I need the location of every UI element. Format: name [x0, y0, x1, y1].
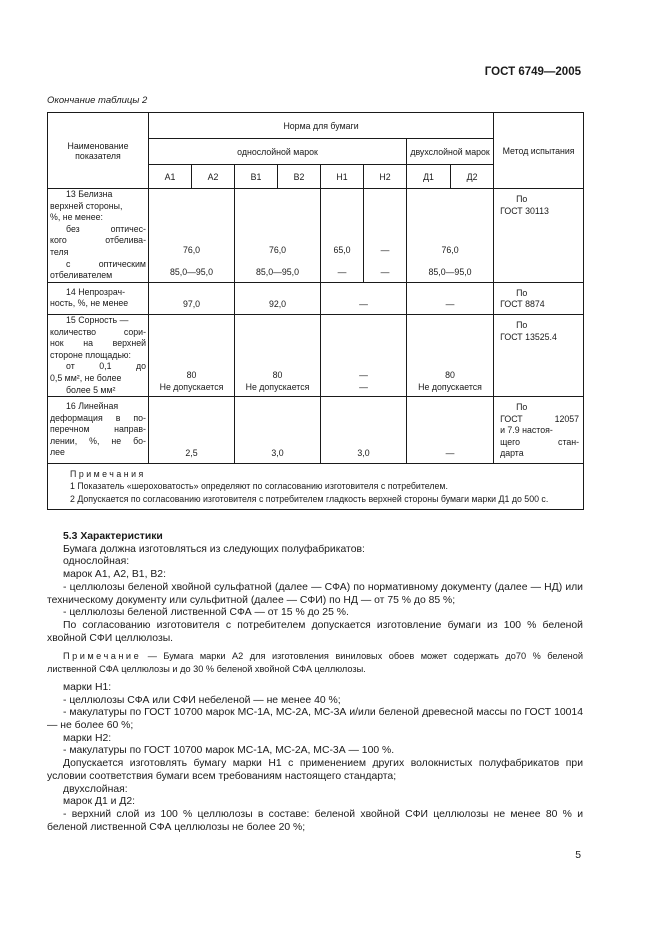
row-15-b: 80 Не допускается: [235, 314, 321, 396]
row-14-d: —: [407, 282, 494, 314]
row-15-d: 80 Не допускается: [407, 314, 494, 396]
paragraph: - целлюлозы СФА или СФИ небеленой — не менее 40 %;: [63, 694, 341, 706]
paragraph: двухслойная:: [63, 783, 128, 795]
table-row: [48, 314, 584, 396]
note-text: — Бумага марки А2 для изготовления виниловых обоев может содержать до70 % беленой лиственной СФА целлюлозы и до 30 % беленой хвойной СФА целлюлозы.: [47, 651, 583, 674]
section-body: [47, 531, 583, 834]
row-15-a: 80 Не допускается: [149, 314, 235, 396]
paragraph: По согласованию изготовителя с потребителем допускается изготовление бумаги из 100 % беленой хвойной СФИ целлюлозы.: [47, 619, 583, 644]
row-14-b: 92,0: [235, 282, 321, 314]
grade-b1: В1: [235, 165, 278, 189]
header-norm: Норма для бумаги: [149, 113, 494, 139]
paragraph: - макулатуры по ГОСТ 10700 марок МС-1А, МС-2А, МС-3А и/или беленой древесной массы по ГОСТ 10014 — не более 60 %;: [47, 707, 583, 732]
row-15-h: — —: [321, 314, 407, 396]
header-method: Метод испытания: [494, 113, 584, 189]
standard-number: ГОСТ 6749—2005: [484, 66, 581, 78]
paragraph: - целлюлозы беленой лиственной СФА — от 15 % до 25 %.: [63, 607, 349, 619]
row-16-d: —: [407, 397, 494, 464]
paragraph: марки Н1:: [63, 681, 112, 693]
paragraph: однослойная:: [63, 556, 130, 568]
row-14-name: 14 Непрозрач- ность, %, не менее: [48, 282, 149, 314]
paragraph: Бумага должна изготовляться из следующих полуфабрикатов:: [63, 543, 365, 555]
row-16-h: 3,0: [321, 397, 407, 464]
note-item: 2 Допускается по согласованию изготовителя с потребителем гладкость верхней стороны бумаги марки Д1 до 500 с.: [70, 493, 549, 504]
grade-b2: В2: [278, 165, 321, 189]
grade-h1: Н1: [321, 165, 364, 189]
row-13-name: 13 Белизна верхней стороны, %, не менее: без оптичес- кого отбелива- теля с оптическим отбеливателем: [48, 189, 149, 283]
paragraph: - целлюлозы беленой хвойной сульфатной (далее — СФА) по нормативному документу (далее — НД) или техническому документу или сульфитной (далее — СФИ) по НД — от 75 % до 85 %;: [47, 581, 583, 606]
row-15-name: 15 Сорность — количество сори- нок на верхней стороне площадью: от 0,1 до 0,5 мм², не более более 5 мм²: [48, 314, 149, 396]
row-16-b: 3,0: [235, 397, 321, 464]
row-16-a: 2,5: [149, 397, 235, 464]
grade-a2: А2: [192, 165, 235, 189]
norms-table: [47, 112, 584, 510]
row-13-h2: — —: [364, 189, 407, 283]
table-caption: Окончание таблицы 2: [47, 95, 148, 106]
paragraph: - макулатуры по ГОСТ 10700 марок МС-1А, МС-2А, МС-3А — 100 %.: [63, 745, 395, 757]
row-16-name: 16 Линейная деформация в по- перечном направ- лении, %, не бо- лее: [48, 397, 149, 464]
paragraph: марок А1, А2, В1, В2:: [63, 569, 166, 581]
row-14-a: 97,0: [149, 282, 235, 314]
grade-h2: Н2: [364, 165, 407, 189]
paragraph: Допускается изготовлять бумагу марки Н1 с применением других волокнистых полуфабрикатов при условии соответствия бумаги всем требованиям настоящего стандарта;: [47, 758, 583, 782]
table-notes: [48, 464, 584, 510]
header-single: однослойной марок: [149, 139, 407, 165]
row-13-b: 76,0 85,0—95,0: [235, 189, 321, 283]
header-double: двухслойной марок: [407, 139, 494, 165]
grade-d1: Д1: [407, 165, 451, 189]
notes-title: Примечания: [70, 469, 146, 480]
row-13-d: 76,0 85,0—95,0: [407, 189, 494, 283]
note-item: 1 Показатель «шероховатость» определяют по согласованию изготовителя с потребителем.: [70, 481, 448, 492]
row-13-a: 76,0 85,0—95,0: [149, 189, 235, 283]
paragraph: марки Н2:: [63, 732, 112, 744]
row-15-method: По ГОСТ 13525.4: [494, 314, 584, 396]
section-note: [47, 650, 583, 675]
paragraph: - верхний слой из 100 % целлюлозы в составе: беленой хвойной СФИ целлюлозы не менее 80 % и беленой лиственной СФА целлюлозы не более 20 %;: [47, 808, 583, 833]
table-row: [48, 397, 584, 464]
table-row: [48, 282, 584, 314]
row-16-method: По ГОСТ 12057 и 7.9 настоя- щего стан- дарта: [494, 397, 584, 464]
table-row: [48, 189, 584, 283]
note-prefix: Примечание: [63, 651, 142, 662]
row-13-h1: 65,0 —: [321, 189, 364, 283]
section-heading: 5.3 Характеристики: [63, 531, 163, 542]
row-13-method: По ГОСТ 30113: [494, 189, 584, 283]
row-14-h: —: [321, 282, 407, 314]
page-number: 5: [575, 850, 581, 861]
row-14-method: По ГОСТ 8874: [494, 282, 584, 314]
grade-d2: Д2: [451, 165, 494, 189]
grade-a1: А1: [149, 165, 192, 189]
paragraph: марок Д1 и Д2:: [63, 796, 136, 808]
header-indicator: Наименование показателя: [48, 113, 149, 189]
